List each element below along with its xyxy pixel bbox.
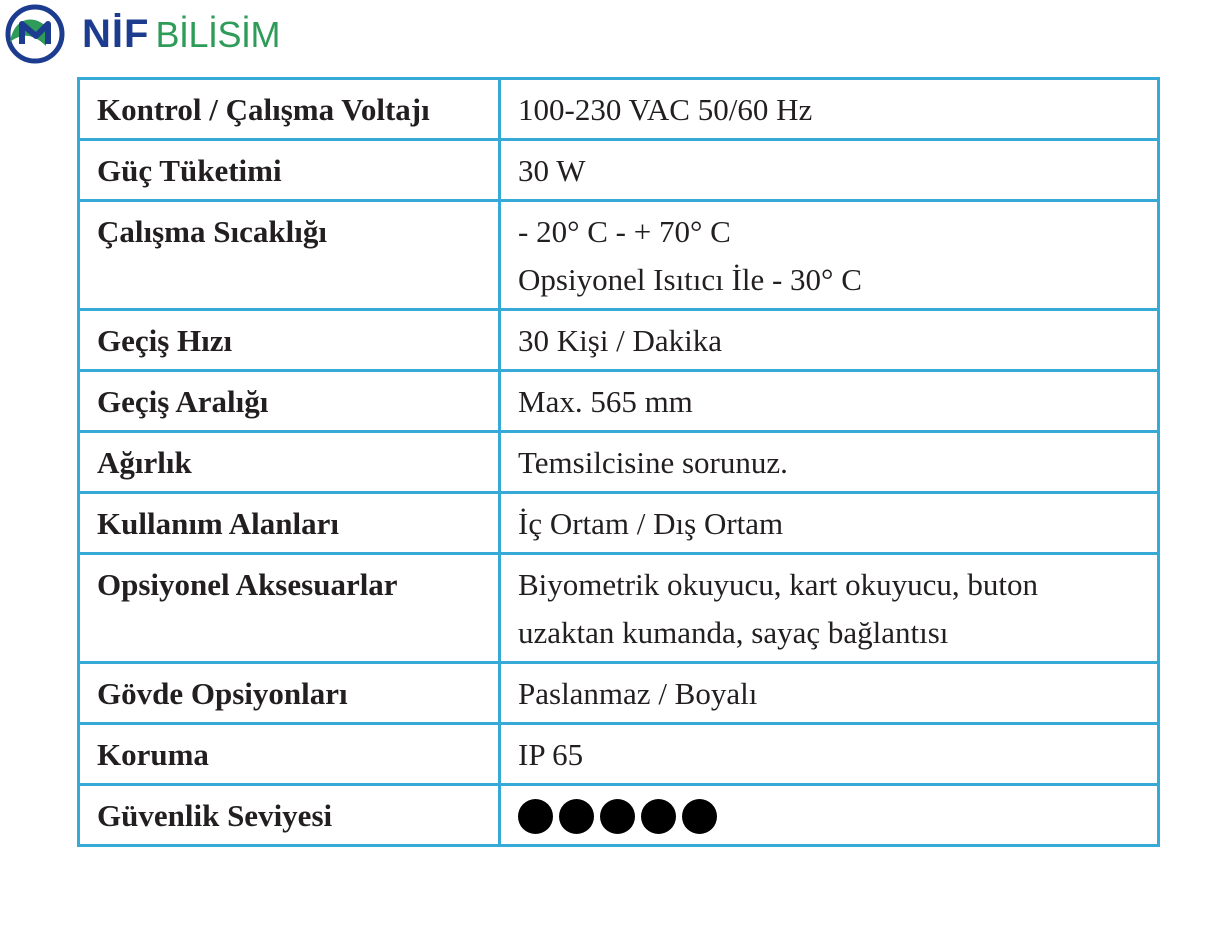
table-row [79,785,1159,846]
spec-value [500,432,1159,493]
table-row [79,201,1159,310]
spec-value-line: 30 W [518,153,586,188]
spec-value [500,663,1159,724]
spec-label: Güvenlik Seviyesi [79,785,500,846]
spec-value [500,724,1159,785]
spec-label: Koruma [79,724,500,785]
filled-circle-icon [518,799,553,834]
filled-circle-icon [600,799,635,834]
spec-label: Gövde Opsiyonları [79,663,500,724]
spec-value-line: - 20° C - + 70° C [518,214,731,249]
security-level-rating [518,792,1141,840]
nif-logo-icon [2,4,68,64]
filled-circle-icon [641,799,676,834]
spec-label: Geçiş Hızı [79,310,500,371]
logo-word-bilisim: BİLİSİM [155,13,280,55]
spec-label: Ağırlık [79,432,500,493]
spec-value-line: Paslanmaz / Boyalı [518,676,758,711]
logo-word-nif: NİF [82,11,150,56]
spec-label: Güç Tüketimi [79,140,500,201]
company-logo [2,2,280,66]
spec-value [500,371,1159,432]
spec-label: Geçiş Aralığı [79,371,500,432]
table-row [79,79,1159,140]
spec-value-line: 30 Kişi / Dakika [518,323,723,358]
spec-value [500,201,1159,310]
spec-value [500,79,1159,140]
spec-value-line: uzaktan kumanda, sayaç bağlantısı [518,615,949,650]
spec-value [500,310,1159,371]
spec-label: Kontrol / Çalışma Voltajı [79,79,500,140]
spec-value-line: 100-230 VAC 50/60 Hz [518,92,813,127]
filled-circle-icon [682,799,717,834]
spec-label: Çalışma Sıcaklığı [79,201,500,310]
spec-value [500,140,1159,201]
table-row [79,724,1159,785]
table-row [79,432,1159,493]
spec-label: Kullanım Alanları [79,493,500,554]
filled-circle-icon [559,799,594,834]
spec-value-line: Temsilcisine sorunuz. [518,445,788,480]
spec-table [77,77,1160,847]
table-row [79,310,1159,371]
spec-value [500,493,1159,554]
table-row [79,554,1159,663]
spec-value-line: İç Ortam / Dış Ortam [518,506,784,541]
spec-value-line: Opsiyonel Isıtıcı İle - 30° C [518,262,862,297]
spec-value-line: Biyometrik okuyucu, kart okuyucu, buton [518,567,1039,602]
table-row [79,493,1159,554]
logo-text [82,12,280,57]
spec-label: Opsiyonel Aksesuarlar [79,554,500,663]
table-row [79,140,1159,201]
spec-value [500,554,1159,663]
spec-value-line: IP 65 [518,737,584,772]
spec-value-line: Max. 565 mm [518,384,693,419]
table-row [79,663,1159,724]
spec-value [500,785,1159,846]
table-row [79,371,1159,432]
